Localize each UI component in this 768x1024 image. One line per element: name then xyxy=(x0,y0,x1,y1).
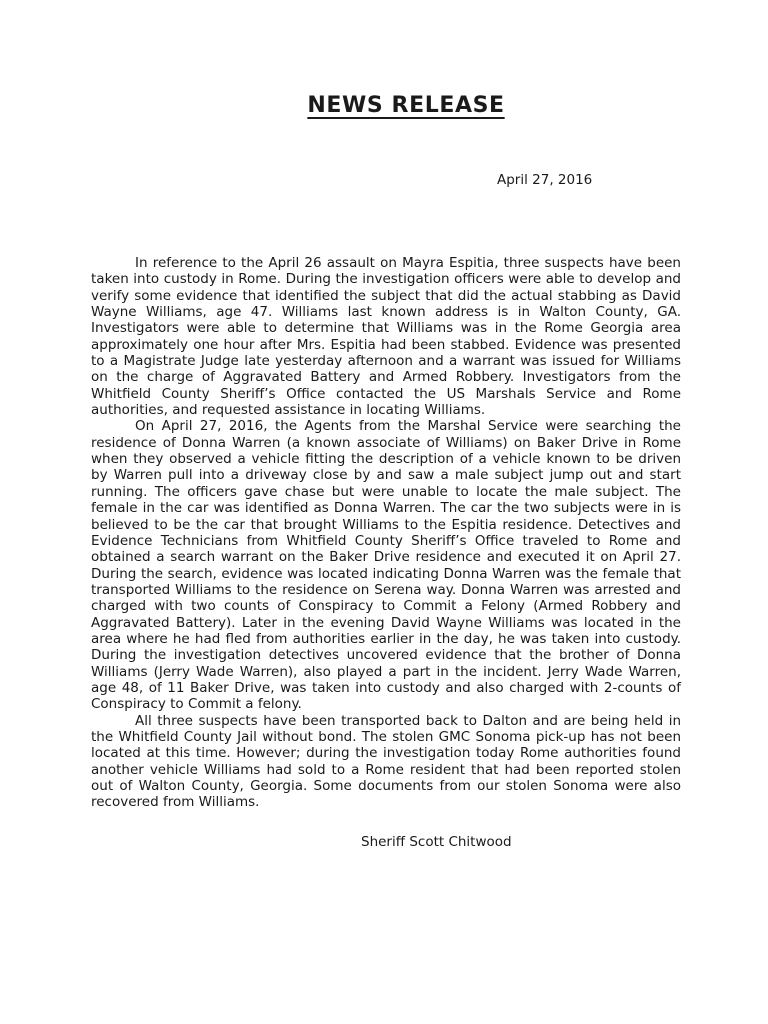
release-date: April 27, 2016 xyxy=(497,172,593,188)
body-paragraph-2: On April 27, 2016, the Agents from the Marshal Service were searching the residence of Donna Warren (a known associate of Williams) on Baker Drive in Rome when they observed a vehicle fitting the description of a vehicle known to be driven by Warren pull into a driveway close by and saw a male subject jump out and start running. The officers gave chase but were unable to locate the male subject. The female in the car was identified as Donna Warren. The car the two subjects were in is believed to be the car that brought Williams to the Espitia residence. Detectives and Evidence Technicians from Whitfield County Sheriff’s Office traveled to Rome and obtained a search warrant on the Baker Drive residence and executed it on April 27. During the search, evidence was located indicating Donna Warren was the female that transported Williams to the residence on Serena way. Donna Warren was arrested and charged with two counts of Conspiracy to Commit a Felony (Armed Robbery and Aggravated Battery). Later in the evening David Wayne Williams was located in the area where he had fled from authorities earlier in the day, he was taken into custody. During the investigation detectives uncovered evidence that the brother of Donna Williams (Jerry Wade Warren), also played a part in the incident. Jerry Wade Warren, age 48, of 11 Baker Drive, was taken into custody and also charged with 2-counts of Conspiracy to Commit a felony. xyxy=(91,418,681,713)
body-paragraph-3: All three suspects have been transported back to Dalton and are being held in the Whitfield County Jail without bond. The stolen GMC Sonoma pick-up has not been located at this time. However; during the investigation today Rome authorities found another vehicle Williams had sold to a Rome resident that had been reported stolen out of Walton County, Georgia. Some documents from our stolen Sonoma were also recovered from Williams. xyxy=(91,712,681,811)
news-release-title: NEWS RELEASE xyxy=(307,93,505,118)
body-paragraph-1: In reference to the April 26 assault on Mayra Espitia, three suspects have been taken into custody in Rome. During the investigation officers were able to develop and verify some evidence that identified the subject that did the actual stabbing as David Wayne Williams, age 47. Williams last known address is in Walton County, GA. Investigators were able to determine that Williams was in the Rome Georgia area approximately one hour after Mrs. Espitia had been stabbed. Evidence was presented to a Magistrate Judge late yesterday afternoon and a warrant was issued for Williams on the charge of Aggravated Battery and Armed Robbery. Investigators from the Whitfield County Sheriff’s Office contacted the US Marshals Service and Rome authorities, and requested assistance in locating Williams. xyxy=(91,255,681,419)
release-body xyxy=(91,255,681,811)
signature: Sheriff Scott Chitwood xyxy=(361,834,512,850)
